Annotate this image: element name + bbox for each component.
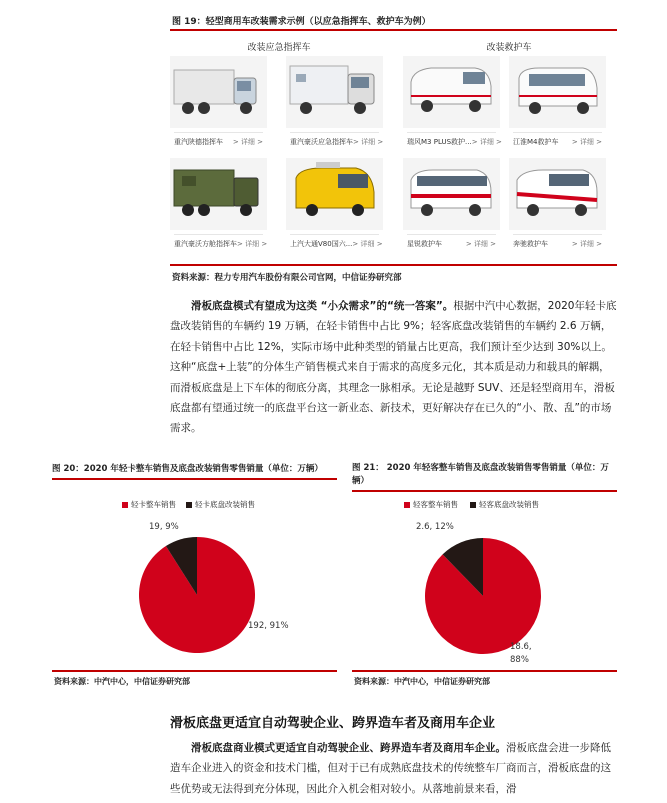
van-icon <box>403 158 500 230</box>
section-heading: 滑板底盘更适宜自动驾驶企业、跨界造车者及商用车企业 <box>170 716 496 731</box>
legend-item <box>186 499 255 510</box>
data-label: 2.6, 12% <box>416 522 454 532</box>
van-icon <box>286 158 383 230</box>
detail-link[interactable]: > 详细 > <box>353 138 384 146</box>
figure-21-bottom-rule <box>352 670 617 672</box>
figure-19-source: 资料来源：程力专用汽车股份有限公司官网，中信证券研究部 <box>172 273 402 283</box>
legend-swatch <box>186 502 192 508</box>
detail-link[interactable]: > 详细 > <box>232 138 263 146</box>
legend-label: 轻卡底盘改装销售 <box>195 500 255 509</box>
vehicle-card[interactable] <box>286 158 383 255</box>
figure-19-title: 图 19：轻型商用车改装需求示例（以应急指挥车、救护车为例） <box>172 17 431 27</box>
legend-item <box>470 499 539 510</box>
data-label: 192, 91% <box>248 621 289 631</box>
detail-link[interactable]: > 详细 > <box>571 138 602 146</box>
vehicle-card[interactable] <box>286 56 383 153</box>
figure-21-source: 资料来源：中汽中心，中信证券研究部 <box>354 677 490 686</box>
card-label: 重汽豪沃方舱指挥车 <box>174 240 237 248</box>
detail-link[interactable]: > 详细 > <box>237 240 268 248</box>
vehicle-card[interactable] <box>170 56 267 153</box>
pie-chart-light-truck <box>137 535 257 655</box>
legend-swatch <box>122 502 128 508</box>
legend-swatch <box>470 502 476 508</box>
figure-20-source: 资料来源：中汽中心，中信证券研究部 <box>54 677 190 686</box>
legend-label: 轻客底盘改装销售 <box>479 500 539 509</box>
card-label: 上汽大通V80国六... <box>290 240 353 248</box>
card-label: 瑞风M3 PLUS救护... <box>407 138 472 146</box>
truck-icon <box>170 56 267 128</box>
card-label: 星锐救护车 <box>407 240 442 248</box>
card-label: 重汽豪沃应急指挥车 <box>290 138 353 146</box>
vehicle-card[interactable] <box>403 56 500 153</box>
section-paragraph <box>170 738 620 799</box>
legend-swatch <box>404 502 410 508</box>
data-label: 19, 9% <box>149 522 179 532</box>
legend-label: 轻卡整车销售 <box>131 500 176 509</box>
detail-link[interactable]: > 详细 > <box>471 138 502 146</box>
van-icon <box>509 56 606 128</box>
detail-link[interactable]: > 详细 > <box>352 240 383 248</box>
vehicle-card[interactable] <box>509 56 606 153</box>
card-label: 江淮M4救护车 <box>513 138 559 146</box>
paragraph-lead: 滑板底盘模式有望成为这类 “小众需求”的“统一答案”。 <box>191 300 454 312</box>
truck-icon <box>170 158 267 230</box>
vehicle-card[interactable] <box>170 158 267 255</box>
legend-item <box>404 499 458 510</box>
pie-chart-light-bus <box>423 536 543 656</box>
figure-20-bottom-rule <box>52 670 337 672</box>
body-paragraph <box>170 296 620 439</box>
group-title-command-vehicle: 改装应急指挥车 <box>247 43 311 53</box>
section-lead: 滑板底盘商业模式更适宜自动驾驶企业、跨界造车者及商用车企业。 <box>191 742 506 754</box>
figure-21-title: 图 21： 2020 年轻客整车销售及底盘改装销售零售销量（单位：万辆） <box>352 463 609 486</box>
van-icon <box>403 56 500 128</box>
paragraph-body: 根据中汽中心数据，2020年轻卡底盘改装销售的车辆约 19 万辆，在轻卡销售中占比 9%；轻客底盘改装销售的车辆约 2.6 万辆，在轻卡销售中占比 12%，实际市场中此种类型的销量占比更高，我们预计至少达到 30%以上。这种“底盘+上装”的分体生产销售模式来自于需求的高度多元化，其本质是动力和载具的解耦，而滑板底盘是上下车体的彻底分离，其理念一脉相承。无论是越野 SUV、还是轻型商用车，滑板底盘都有望通过统一的底盘平台这一新业态、新技术，更好解决存在已久的“小、散、乱”的市场需求。 <box>170 300 617 435</box>
legend-item <box>122 499 176 510</box>
figure-20-top-rule <box>52 478 337 480</box>
figure-21-top-rule <box>352 490 617 492</box>
card-label: 重汽陕德指挥车 <box>174 138 223 146</box>
truck-icon <box>286 56 383 128</box>
van-icon <box>509 158 606 230</box>
figure-19-bottom-rule <box>170 264 617 266</box>
group-title-ambulance: 改装救护车 <box>486 43 532 53</box>
vehicle-card[interactable] <box>403 158 500 255</box>
figure-19-top-rule <box>170 29 617 31</box>
section-body: 滑板底盘会进一步降低造车企业进入的资金和技术门槛，但对于已有成熟底盘技术的传统整车厂商而言，滑板底盘的这些优势或无法得到充分体现，因此介入机会相对较小。从落地前景来看，滑 <box>170 742 611 795</box>
card-label: 奔驰救护车 <box>513 240 548 248</box>
vehicle-card[interactable] <box>509 158 606 255</box>
figure-20-title: 图 20：2020 年轻卡整车销售及底盘改装销售零售销量（单位：万辆） <box>52 464 323 474</box>
detail-link[interactable]: > 详细 > <box>571 240 602 248</box>
detail-link[interactable]: > 详细 > <box>465 240 496 248</box>
data-label: 18.6, 88% <box>510 642 532 665</box>
legend-label: 轻客整车销售 <box>413 500 458 509</box>
